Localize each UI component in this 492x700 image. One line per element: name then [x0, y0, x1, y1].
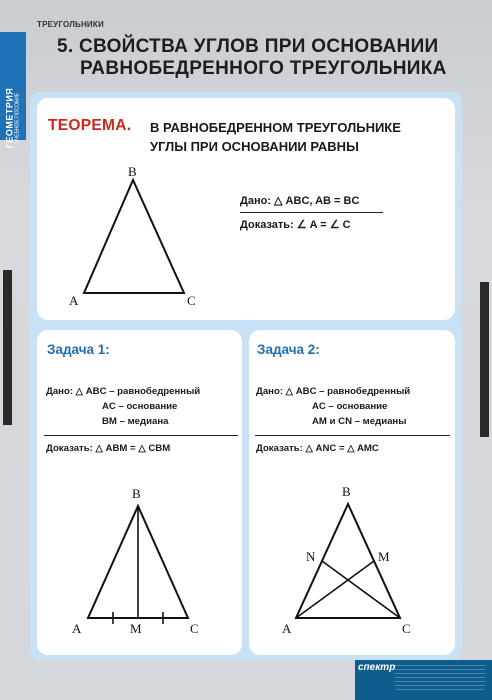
task1-triangle-figure: [60, 478, 220, 648]
left-edge-strip: [3, 270, 12, 425]
task1-prove: Доказать: △ ABM = △ CBM: [46, 443, 171, 454]
task2-given: [256, 384, 456, 429]
theorem-given: Дано: △ ABC, AB = BC: [240, 194, 383, 213]
theorem-statement-line-1: В РАВНОБЕДРЕННОМ ТРЕУГОЛЬНИКЕ: [150, 120, 401, 135]
theorem-given-block: [240, 194, 383, 231]
vertex-label-c: C: [190, 621, 199, 636]
triangle-abc: [84, 180, 184, 293]
task2-given-line-2: AC – основание: [312, 401, 388, 412]
task2-title: Задача 2:: [257, 342, 320, 357]
task2-prove: Доказать: △ ANC = △ AMC: [256, 443, 379, 454]
page-title-line-2: РАВНОБЕДРЕННОГО ТРЕУГОЛЬНИКА: [80, 58, 447, 79]
task2-given-line-3: AM и CN – медианы: [312, 416, 407, 427]
theorem-heading: ТЕОРЕМА.: [48, 117, 132, 134]
task1-given-line-1: Дано: △ ABC – равнобедренный: [46, 386, 201, 397]
side-tab-title: ГЕОМЕТРИЯ: [4, 87, 15, 149]
section-label: ТРЕУГОЛЬНИКИ: [37, 20, 104, 29]
right-edge-strip: [480, 282, 489, 437]
publisher-logo: спектр: [358, 662, 396, 673]
task1-divider: [44, 435, 238, 436]
task1-title: Задача 1:: [47, 342, 110, 357]
vertex-label-c: C: [402, 621, 411, 636]
side-tab-subtitle: УЧЕБНОЕ ПОСОБИЕ: [14, 92, 21, 144]
task1-given-line-3: BM – медиана: [102, 416, 169, 427]
task2-given-line-1: Дано: △ ABC – равнобедренный: [256, 386, 411, 397]
vertex-label-m: M: [130, 621, 142, 636]
vertex-label-b: B: [132, 486, 141, 501]
theorem-statement-line-2: УГЛЫ ПРИ ОСНОВАНИИ РАВНЫ: [150, 139, 359, 154]
theorem-triangle-figure: [60, 160, 220, 310]
page-title-line-1: 5. СВОЙСТВА УГЛОВ ПРИ ОСНОВАНИИ: [57, 36, 439, 57]
theorem-statement: [150, 118, 450, 156]
vertex-label-b: B: [342, 484, 351, 499]
vertex-label-b: B: [128, 164, 137, 179]
theorem-prove: Доказать: ∠ A = ∠ C: [240, 219, 351, 231]
vertex-label-n: N: [306, 549, 316, 564]
page-title: [57, 36, 477, 80]
vertex-label-m: M: [378, 549, 390, 564]
side-tab-text: [6, 88, 21, 149]
side-tab: [0, 32, 26, 149]
vertex-label-c: C: [187, 293, 196, 308]
task2-divider: [255, 435, 450, 436]
publisher-fineprint: [395, 665, 485, 693]
task2-triangle-figure: [272, 478, 432, 648]
vertex-label-a: A: [72, 621, 82, 636]
task1-given: [46, 384, 246, 429]
vertex-label-a: A: [69, 293, 79, 308]
task1-given-line-2: AC – основание: [102, 401, 178, 412]
vertex-label-a: A: [282, 621, 292, 636]
